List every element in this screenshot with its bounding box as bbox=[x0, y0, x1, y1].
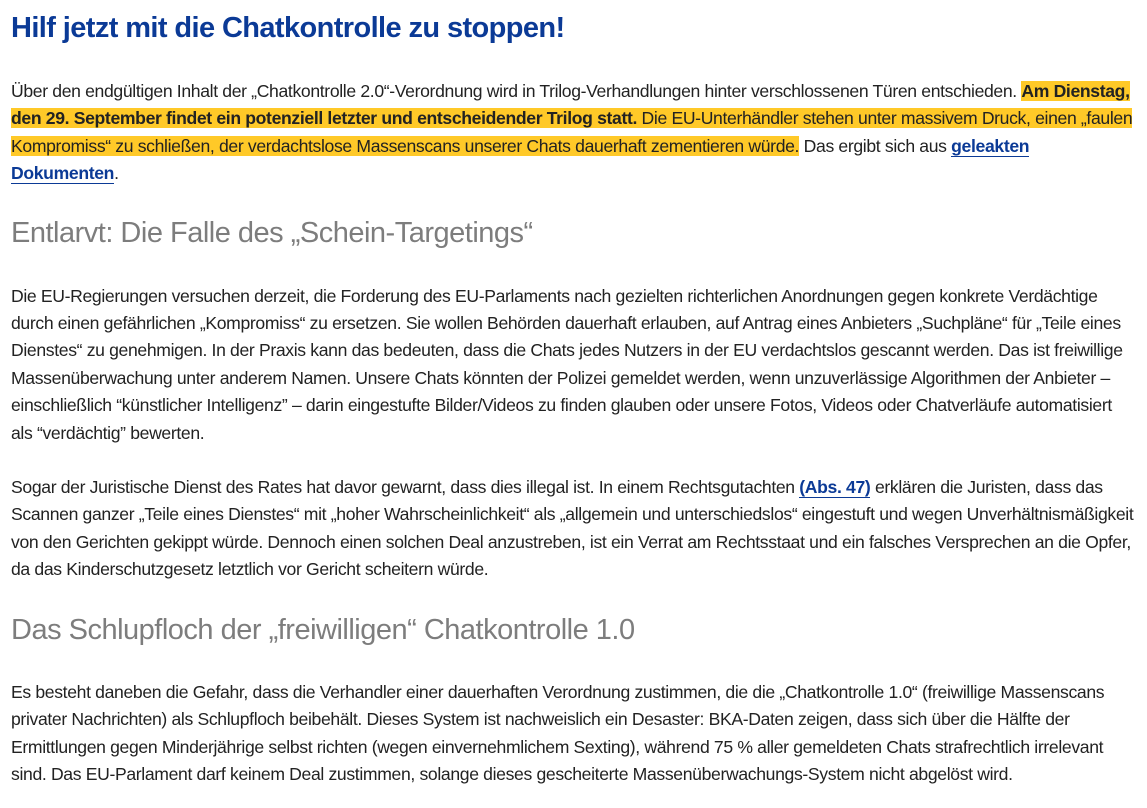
intro-text-before: Über den endgültigen Inhalt der „Chatkontrolle 2.0“-Verordnung wird in Trilog-Verhandlungen hinter verschlossenen Türen entschieden. bbox=[11, 81, 1022, 101]
section-heading-schlupfloch: Das Schlupfloch der „freiwilligen“ Chatkontrolle 1.0 bbox=[11, 613, 635, 646]
section-heading-targeting: Entlarvt: Die Falle des „Schein-Targetings“ bbox=[11, 216, 533, 249]
intro-highlight-normal: Die EU-Unterhändler stehen unter massivem Druck, einen „faulen Kompromiss“ zu schließen, der verdachtslose Massenscans unserer Chats dauerhaft zementieren würde. bbox=[11, 108, 1133, 156]
leaked-documents-link[interactable]: geleakten Dokumenten bbox=[11, 135, 1030, 184]
targeting-paragraph-2 bbox=[11, 474, 1135, 584]
targeting-paragraph-1: Die EU-Regierungen versuchen derzeit, die Forderung des EU-Parlaments nach gezielten richterlichen Anordnungen gegen konkrete Verdächtige durch einen gefährlichen „Kompromiss“ zu ersetzen. Sie wollen Behörden dauerhaft erlauben, auf Antrag eines Anbieters „Suchpläne“ für „Teile eines Dienstes“ zu genehmigen. In der Praxis kann das bedeuten, dass die Chats jedes Nutzers in der EU verdachtslos gescannt werden. Das ist freiwillige Massenüberwachung unter anderem Namen. Unsere Chats könnten der Polizei gemeldet werden, wenn unzuverlässige Algorithmen der Anbieter – einschließlich “künstlicher Intelligenz” – darin eingestufte Bilder/Videos zu finden glauben oder unsere Fotos, Videos oder Chatverläufe automatisiert als “verdächtig” bewerten. bbox=[11, 285, 1123, 443]
targeting-p2-text-after: erklären die Juristen, dass das Scannen ganzer „Teile eines Dienstes“ mit „hoher Wahrscheinlichkeit“ als „allgemein und unterschiedslos“ eingestuft und wegen Unverhältnismäßigkeit von den Gerichten gekippt würde. Dennoch einen solchen Deal anzustreben, ist ein Verrat am Rechtsstaat und ein falsches Versprechen an die Opfer, da das Kinderschutzgesetz letztlich vor Gericht scheitern würde. bbox=[11, 477, 1134, 580]
intro-text-after: Das ergibt sich aus bbox=[799, 135, 952, 156]
targeting-p2-text-before: Sogar der Juristische Dienst des Rates hat davor gewarnt, dass dies illegal ist. In einem Rechtsgutachten bbox=[11, 477, 800, 498]
intro-paragraph bbox=[11, 78, 1135, 188]
page-title: Hilf jetzt mit die Chatkontrolle zu stoppen! bbox=[11, 12, 565, 44]
intro-text-end: . bbox=[114, 163, 119, 184]
schlupfloch-paragraph: Es besteht daneben die Gefahr, dass die Verhandler einer dauerhaften Verordnung zustimmen, die die „Chatkontrolle 1.0“ (freiwillige Massenscans privater Nachrichten) als Schlupfloch beibehält. Dieses System ist nachweislich ein Desaster: BKA-Daten zeigen, dass sich über die Hälfte der Ermittlungen gegen Minderjährige selbst richten (wegen einvernehmlichem Sexting), während 75 % aller gemeldeten Chats strafrechtlich irrelevant sind. Das EU-Parlament darf keinem Deal zustimmen, solange dieses gescheiterte Massenüberwachungs-System nicht abgelöst wird. bbox=[11, 681, 1105, 784]
intro-highlight-bold: Am Dienstag, den 29. September findet ein potenziell letzter und entscheidender Trilog statt. bbox=[11, 81, 1130, 129]
legal-opinion-link[interactable]: (Abs. 47) bbox=[799, 477, 871, 498]
